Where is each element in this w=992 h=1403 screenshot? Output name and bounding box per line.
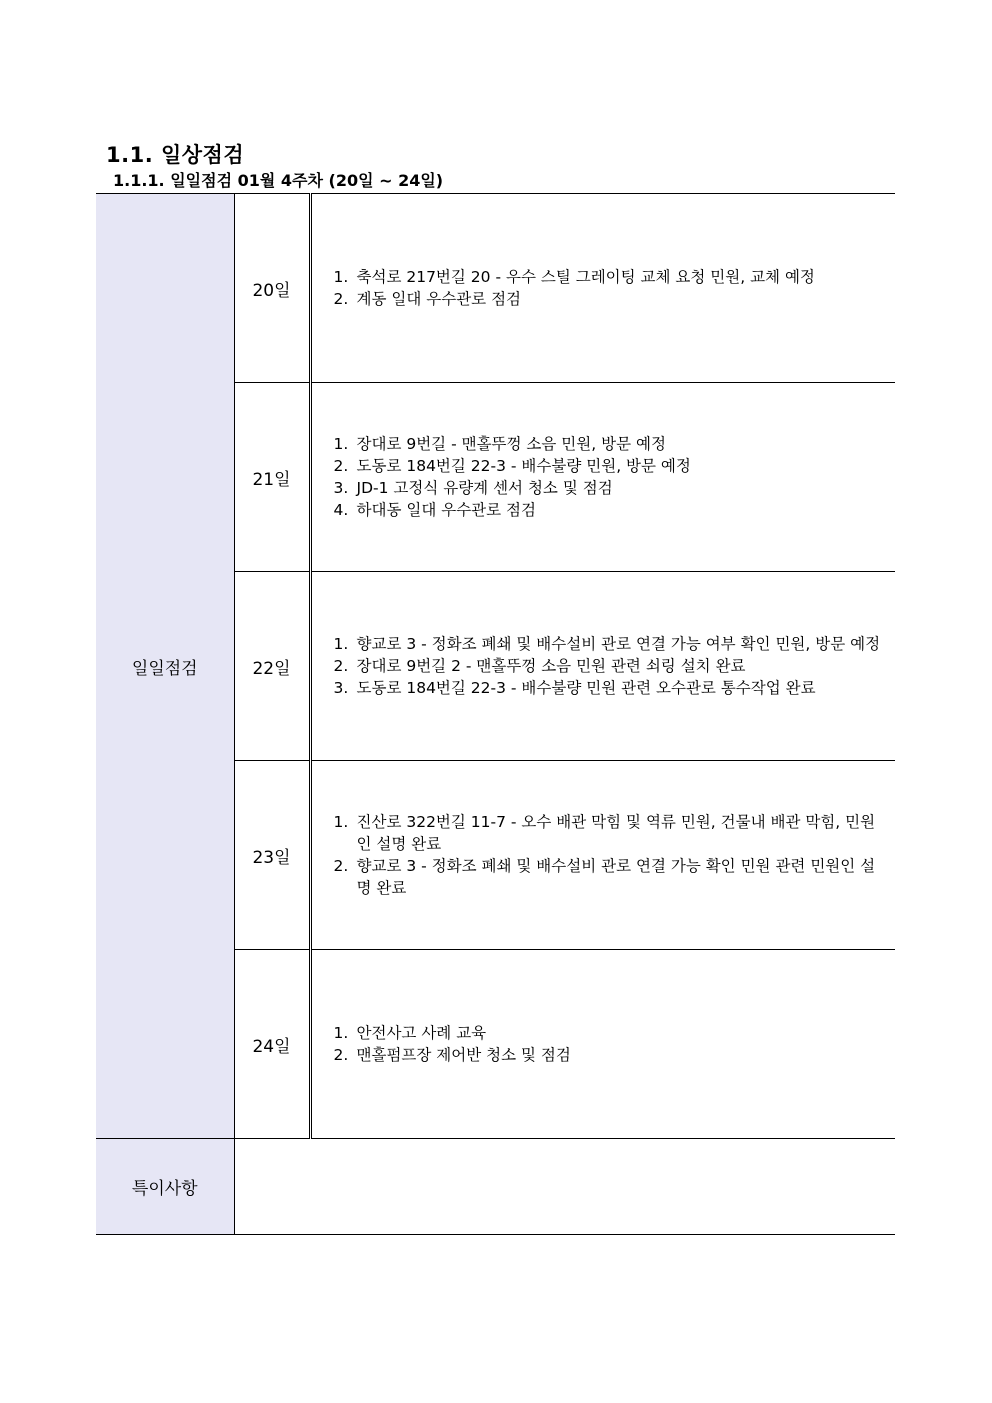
content-cell [310, 383, 895, 572]
day-cell: 21일 [234, 383, 310, 572]
day-cell: 22일 [234, 572, 310, 761]
content-cell [310, 950, 895, 1139]
day-cell: 20일 [234, 194, 310, 383]
item-text: JD-1 고정식 유량계 센서 청소 및 점검 [356, 479, 613, 497]
list-item [334, 811, 888, 855]
item-text: 안전사고 사례 교육 [356, 1024, 487, 1042]
item-list [334, 433, 888, 521]
item-text: 계동 일대 우수관로 점검 [356, 290, 522, 308]
content-cell [310, 194, 895, 383]
notes-content-cell [234, 1139, 895, 1235]
item-text: 맨홀펌프장 제어반 청소 및 점검 [356, 1046, 571, 1064]
item-text: 하대동 일대 우수관로 점검 [356, 501, 536, 519]
notes-label-cell: 특이사항 [96, 1139, 234, 1235]
item-number: 4. [333, 501, 349, 519]
content-cell [310, 761, 895, 950]
list-item [334, 655, 888, 677]
list-item [334, 855, 888, 899]
list-item [334, 633, 888, 655]
list-item [334, 1022, 888, 1044]
item-text: 도동로 184번길 22-3 - 배수불량 민원, 방문 예정 [356, 457, 691, 475]
item-text: 향교로 3 - 정화조 폐쇄 및 배수설비 관로 연결 가능 확인 민원 관련 민원인 설명 완료 [356, 857, 876, 897]
list-item [334, 477, 888, 499]
item-text: 진산로 322번길 11-7 - 오수 배관 막힘 및 역류 민원, 건물내 배관 막힘, 민원인 설명 완료 [356, 813, 876, 853]
table-row [96, 194, 895, 383]
item-text: 도동로 184번길 22-3 - 배수불량 민원 관련 오수관로 통수작업 완료 [356, 679, 816, 697]
item-list [334, 633, 888, 699]
item-number: 2. [333, 457, 349, 475]
item-number: 1. [333, 635, 349, 653]
item-number: 2. [333, 857, 349, 875]
day-cell: 23일 [234, 761, 310, 950]
item-number: 1. [333, 435, 349, 453]
notes-row [96, 1139, 895, 1235]
item-text: 향교로 3 - 정화조 폐쇄 및 배수설비 관로 연결 가능 여부 확인 민원, 방문 예정 [356, 635, 881, 653]
content-cell [310, 572, 895, 761]
item-number: 2. [333, 290, 349, 308]
item-text: 축석로 217번길 20 - 우수 스틸 그레이팅 교체 요청 민원, 교체 예정 [356, 268, 815, 286]
item-text: 장대로 9번길 - 맨홀뚜껑 소음 민원, 방문 예정 [356, 435, 666, 453]
list-item [334, 433, 888, 455]
subsection-heading: 1.1.1. 일일점검 01월 4주차 (20일 ~ 24일) [113, 171, 444, 190]
list-item [334, 677, 888, 699]
daily-inspection-table [96, 193, 895, 1235]
category-cell: 일일점검 [96, 194, 234, 1139]
item-number: 1. [333, 268, 349, 286]
list-item [334, 266, 888, 288]
item-number: 2. [333, 1046, 349, 1064]
item-list [334, 266, 888, 310]
item-number: 3. [333, 679, 349, 697]
item-number: 1. [333, 1024, 349, 1042]
list-item [334, 455, 888, 477]
item-list [334, 1022, 888, 1066]
item-number: 1. [333, 813, 349, 831]
list-item [334, 288, 888, 310]
item-list [334, 811, 888, 899]
item-text: 장대로 9번길 2 - 맨홀뚜껑 소음 민원 관련 쇠링 설치 완료 [356, 657, 746, 675]
section-heading: 1.1. 일상점검 [106, 143, 245, 167]
day-cell: 24일 [234, 950, 310, 1139]
item-number: 3. [333, 479, 349, 497]
list-item [334, 499, 888, 521]
list-item [334, 1044, 888, 1066]
item-number: 2. [333, 657, 349, 675]
